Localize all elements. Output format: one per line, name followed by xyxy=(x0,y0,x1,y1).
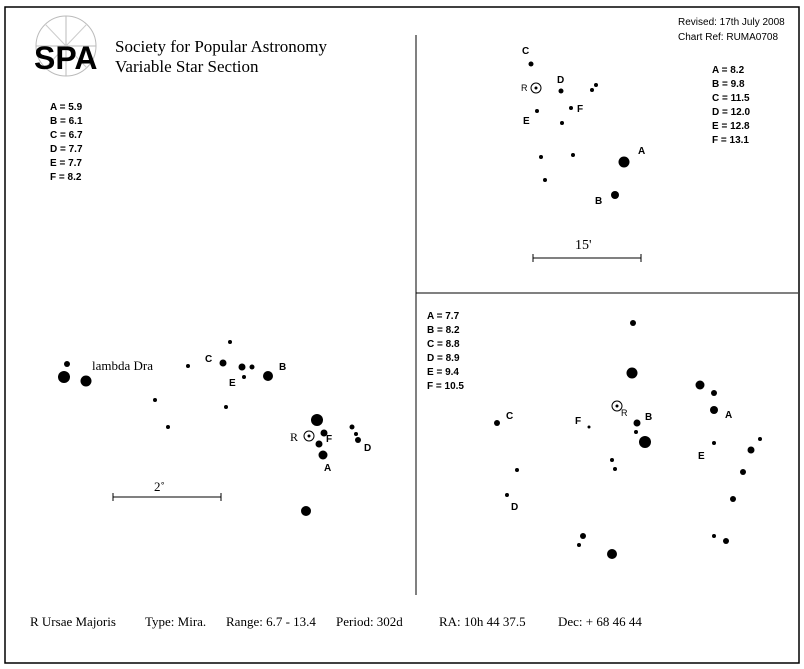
star xyxy=(186,364,190,368)
star xyxy=(543,178,547,182)
star xyxy=(81,376,92,387)
tr-label-f: F xyxy=(577,104,584,115)
star xyxy=(559,89,564,94)
star xyxy=(250,365,255,370)
star xyxy=(505,493,509,497)
wide-field xyxy=(58,340,371,516)
star xyxy=(740,469,746,475)
footer-ra: RA: 10h 44 37.5 xyxy=(439,614,526,629)
tr-mag-c: C = 11.5 xyxy=(712,93,750,104)
variable-center-dot xyxy=(616,405,619,408)
star xyxy=(748,447,755,454)
star xyxy=(239,364,246,371)
br-mag-d: D = 8.9 xyxy=(427,353,460,364)
wide-label-d: D xyxy=(364,443,372,454)
star xyxy=(539,155,543,159)
bottom-right-field xyxy=(494,320,762,559)
star xyxy=(627,368,638,379)
tr-mag-d: D = 12.0 xyxy=(712,107,751,118)
tr-label-d: D xyxy=(557,75,565,86)
lambda-dra-label: lambda Dra xyxy=(92,358,154,373)
wide-label-e: E xyxy=(229,378,236,389)
star xyxy=(535,109,539,113)
tr-mag-a: A = 8.2 xyxy=(712,65,745,76)
br-mag-c: C = 8.8 xyxy=(427,339,460,350)
tr-scale-bar xyxy=(533,238,641,262)
wide-mag-c: C = 6.7 xyxy=(50,130,83,141)
footer-star: R Ursae Majoris xyxy=(30,614,116,629)
star xyxy=(730,496,736,502)
star xyxy=(696,381,705,390)
star xyxy=(594,83,598,87)
star xyxy=(711,390,717,396)
spa-logo xyxy=(34,16,97,76)
star xyxy=(166,425,170,429)
star xyxy=(569,106,573,110)
wide-mag-b: B = 6.1 xyxy=(50,116,83,127)
tr-label-r: R xyxy=(521,83,528,93)
tr-mag-e: E = 12.8 xyxy=(712,121,750,132)
star xyxy=(153,398,157,402)
star xyxy=(580,533,586,539)
br-label-r: R xyxy=(621,408,628,418)
star xyxy=(619,157,630,168)
tr-scale-label: 15' xyxy=(575,238,592,253)
star xyxy=(58,371,70,383)
wide-label-r: R xyxy=(290,430,299,444)
star xyxy=(263,371,273,381)
footer-type: Type: Mira. xyxy=(145,614,207,629)
section-name: Variable Star Section xyxy=(115,57,259,76)
star xyxy=(355,437,361,443)
footer-dec: Dec: + 68 46 44 xyxy=(558,614,642,629)
star xyxy=(590,88,594,92)
star xyxy=(712,534,716,538)
star xyxy=(634,430,638,434)
tr-label-b: B xyxy=(595,196,603,207)
br-label-d: D xyxy=(511,502,519,513)
star xyxy=(613,467,617,471)
star xyxy=(301,506,311,516)
star xyxy=(588,426,591,429)
br-mag-a: A = 7.7 xyxy=(427,311,460,322)
star xyxy=(611,191,619,199)
tr-label-c: C xyxy=(522,46,530,57)
star xyxy=(319,451,328,460)
star xyxy=(242,375,246,379)
footer-period: Period: 302d xyxy=(336,614,403,629)
star xyxy=(354,432,358,436)
chart-border xyxy=(5,7,799,663)
variable-center-dot xyxy=(535,87,538,90)
wide-label-f: F xyxy=(326,434,333,445)
star xyxy=(311,414,323,426)
star xyxy=(64,361,70,367)
wide-mag-e: E = 7.7 xyxy=(50,158,82,169)
org-name: Society for Popular Astronomy xyxy=(115,37,328,56)
star xyxy=(560,121,564,125)
br-mag-b: B = 8.2 xyxy=(427,325,460,336)
star xyxy=(316,441,323,448)
tr-mag-f: F = 13.1 xyxy=(712,135,749,146)
star xyxy=(710,406,718,414)
star xyxy=(630,320,636,326)
star xyxy=(494,420,500,426)
wide-mag-f: F = 8.2 xyxy=(50,172,82,183)
br-label-c: C xyxy=(506,411,514,422)
star xyxy=(571,153,575,157)
wide-label-b: B xyxy=(279,362,287,373)
tr-mag-b: B = 9.8 xyxy=(712,79,745,90)
star xyxy=(639,436,651,448)
star xyxy=(610,458,614,462)
br-label-a: A xyxy=(725,410,733,421)
star xyxy=(577,543,581,547)
br-label-b: B xyxy=(645,412,653,423)
wide-scale-label: 2˚ xyxy=(154,479,165,494)
tr-label-a: A xyxy=(638,146,646,157)
wide-label-c: C xyxy=(205,354,213,365)
star xyxy=(220,360,227,367)
star xyxy=(228,340,232,344)
variable-center-dot xyxy=(308,435,311,438)
star xyxy=(224,405,228,409)
wide-mag-a: A = 5.9 xyxy=(50,102,83,113)
br-mag-e: E = 9.4 xyxy=(427,367,459,378)
wide-mag-d: D = 7.7 xyxy=(50,144,83,155)
tr-label-e: E xyxy=(523,116,530,127)
br-label-f: F xyxy=(575,416,582,427)
br-label-e: E xyxy=(698,451,705,462)
star xyxy=(529,62,534,67)
star xyxy=(634,420,641,427)
star xyxy=(712,441,716,445)
wide-mags xyxy=(50,102,83,183)
top-right-field xyxy=(521,46,645,262)
footer-range: Range: 6.7 - 13.4 xyxy=(226,614,316,629)
br-mag-f: F = 10.5 xyxy=(427,381,464,392)
star xyxy=(758,437,762,441)
star xyxy=(607,549,617,559)
logo-text: SPA xyxy=(34,40,98,76)
wide-scale-bar xyxy=(113,479,221,501)
star xyxy=(723,538,729,544)
footer xyxy=(30,614,642,629)
bottom-right-mags xyxy=(427,311,464,392)
revised-date: Revised: 17th July 2008 xyxy=(678,17,785,28)
star xyxy=(515,468,519,472)
chart-ref: Chart Ref: RUMA0708 xyxy=(678,32,779,43)
star xyxy=(350,425,355,430)
wide-label-a: A xyxy=(324,463,332,474)
top-right-mags xyxy=(712,65,751,146)
